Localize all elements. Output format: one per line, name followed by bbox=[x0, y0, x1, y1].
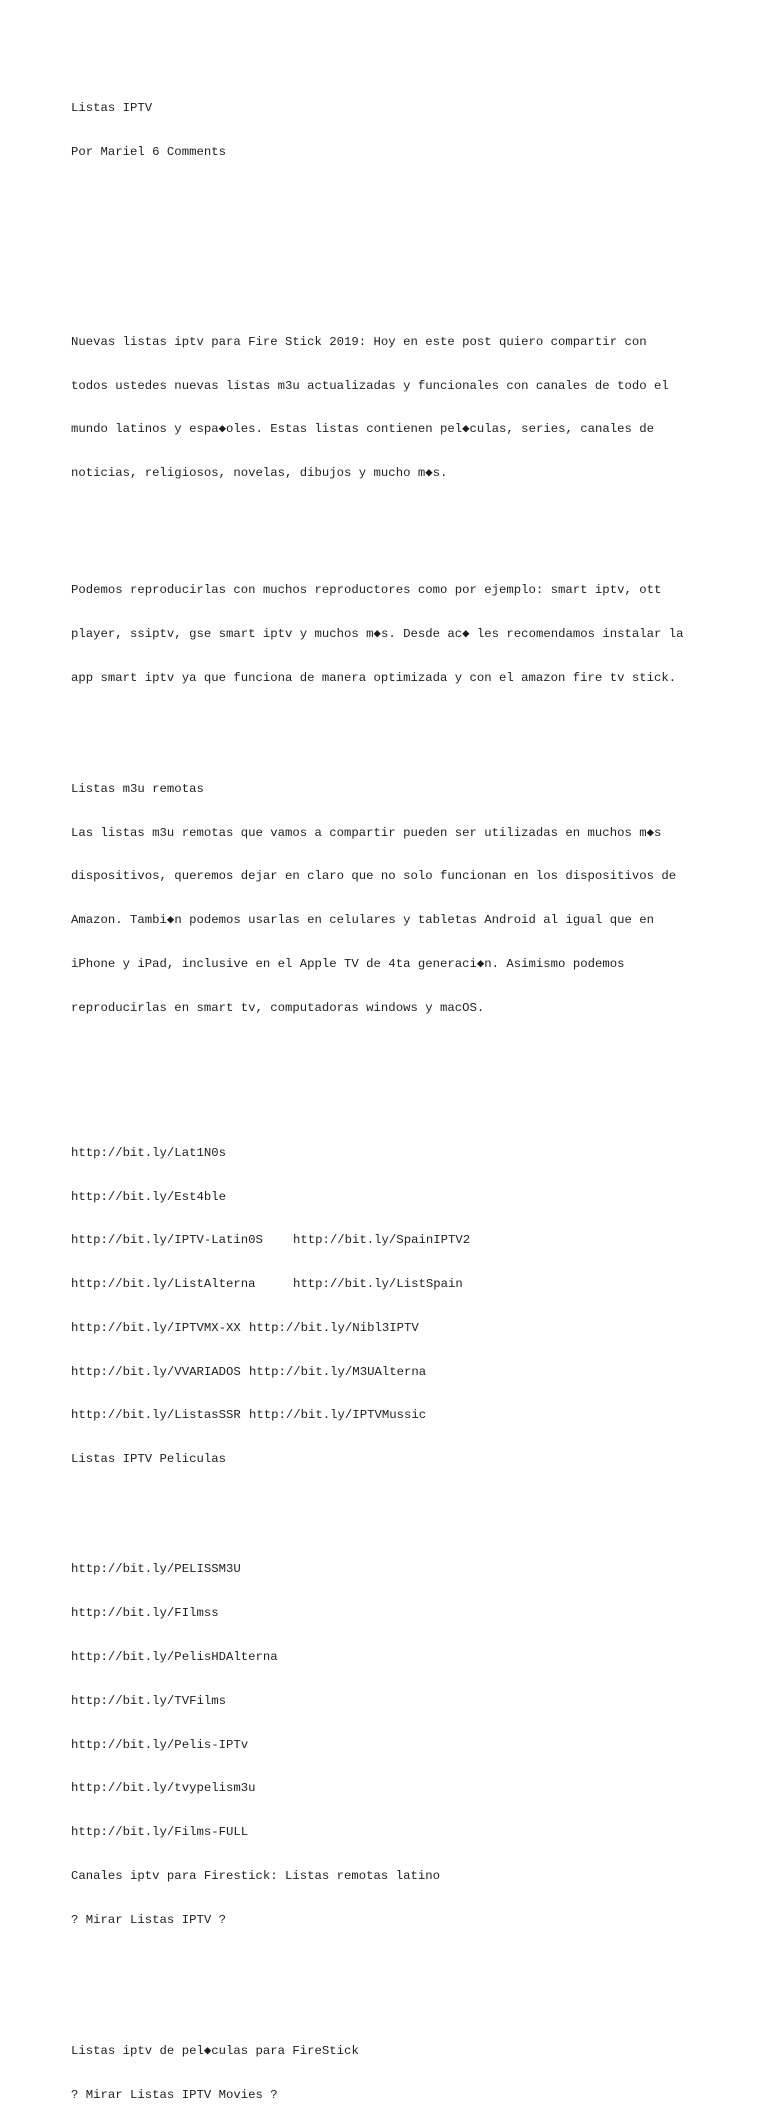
movie-link[interactable]: http://bit.ly/Films-FULL bbox=[71, 1825, 249, 1840]
list-link[interactable]: http://bit.ly/IPTVMussic bbox=[249, 1408, 427, 1423]
list-link[interactable]: http://bit.ly/Nibl3IPTV bbox=[249, 1320, 419, 1335]
players-line: player, ssiptv, gse smart iptv y muchos m◆s. Desde ac◆ les recomendamos instalar la bbox=[71, 626, 684, 641]
intro-line: todos ustedes nuevas listas m3u actualizadas y funcionales con canales de todo el bbox=[71, 378, 669, 393]
intro-line: mundo latinos y espa◆oles. Estas listas contienen pel◆culas, series, canales de bbox=[71, 422, 655, 437]
players-line: Podemos reproducirlas con muchos reproductores como por ejemplo: smart iptv, ott bbox=[71, 583, 662, 597]
firestick-channels-line: Canales iptv para Firestick: Listas remotas latino bbox=[71, 1868, 440, 1883]
list-link[interactable]: http://bit.ly/M3UAlterna bbox=[249, 1364, 427, 1379]
movie-link[interactable]: http://bit.ly/tvypelism3u bbox=[71, 1781, 256, 1796]
list-link[interactable]: http://bit.ly/ListSpain bbox=[293, 1277, 463, 1292]
byline: Por Mariel 6 Comments bbox=[71, 144, 226, 159]
remote-line: Las listas m3u remotas que vamos a compartir pueden ser utilizadas en muchos m◆s bbox=[71, 825, 662, 840]
list-link[interactable]: http://bit.ly/ListAlterna bbox=[71, 1277, 256, 1292]
movie-link[interactable]: http://bit.ly/TVFilms bbox=[71, 1693, 226, 1708]
list-link[interactable]: http://bit.ly/SpainIPTV2 bbox=[293, 1233, 471, 1248]
firestick-movies-heading: Listas iptv de pel◆culas para FireStick bbox=[71, 2043, 359, 2058]
mirar-movies-link[interactable]: ? Mirar Listas IPTV Movies ? bbox=[71, 2087, 278, 2102]
players-line: app smart iptv ya que funciona de manera optimizada y con el amazon fire tv stick. bbox=[71, 670, 677, 685]
list-link[interactable]: http://bit.ly/VVARIADOS bbox=[71, 1364, 241, 1379]
remote-line: dispositivos, queremos dejar en claro que no solo funcionan en los dispositivos de bbox=[71, 869, 677, 884]
remote-line: iPhone y iPad, inclusive en el Apple TV de 4ta generaci◆n. Asimismo podemos bbox=[71, 956, 625, 971]
remote-line: Amazon. Tambi◆n podemos usarlas en celulares y tabletas Android al igual que en bbox=[71, 913, 654, 928]
list-link[interactable]: http://bit.ly/IPTVMX-XX bbox=[71, 1320, 241, 1335]
mirar-listas-link[interactable]: ? Mirar Listas IPTV ? bbox=[71, 1912, 226, 1927]
page-title: Listas IPTV bbox=[71, 101, 153, 116]
document-page bbox=[71, 72, 731, 2117]
list-link[interactable]: http://bit.ly/Lat1N0s bbox=[71, 1145, 226, 1160]
list-link[interactable]: http://bit.ly/Est4ble bbox=[71, 1189, 226, 1204]
remote-heading: Listas m3u remotas bbox=[71, 781, 204, 796]
intro-line: noticias, religiosos, novelas, dibujos y mucho m◆s. bbox=[71, 466, 448, 481]
movie-link[interactable]: http://bit.ly/Pelis-IPTv bbox=[71, 1737, 249, 1752]
remote-line: reproducirlas en smart tv, computadoras windows y macOS. bbox=[71, 1000, 485, 1015]
intro-line: Nuevas listas iptv para Fire Stick 2019: Hoy en este post quiero compartir con bbox=[71, 334, 647, 349]
movies-heading: Listas IPTV Peliculas bbox=[71, 1452, 226, 1467]
list-link[interactable]: http://bit.ly/IPTV-Latin0S bbox=[71, 1233, 263, 1248]
movie-link[interactable]: http://bit.ly/PELISSM3U bbox=[71, 1562, 241, 1577]
list-link[interactable]: http://bit.ly/ListasSSR bbox=[71, 1408, 241, 1423]
movie-link[interactable]: http://bit.ly/FIlmss bbox=[71, 1606, 219, 1621]
movie-link[interactable]: http://bit.ly/PelisHDAlterna bbox=[71, 1649, 278, 1664]
